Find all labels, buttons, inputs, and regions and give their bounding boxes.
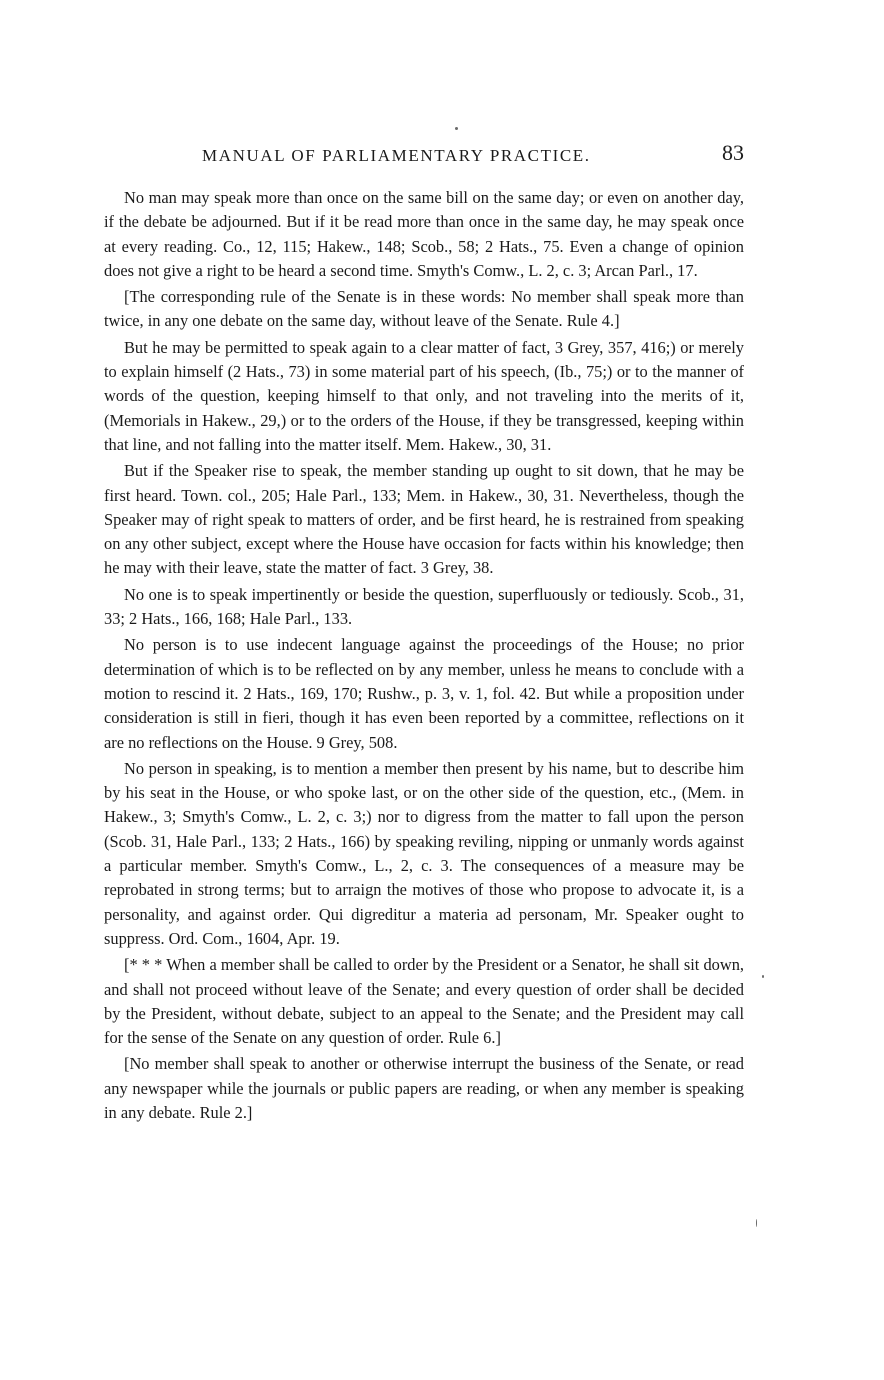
body-text	[104, 186, 744, 1127]
ink-speck	[762, 975, 764, 978]
ink-speck	[455, 127, 458, 130]
paragraph-senate-rule-6: [* * * When a member shall be called to order by the President or a Senator, he shall sit down, and shall not proceed without leave of the Senate; and every question of order shall be decided by the President, without debate, subject to an appeal to the Senate; and the President may call for the sense of the Senate on any question of order. Rule 6.]	[104, 955, 744, 1048]
paragraph-naming-members: No person in speaking, is to mention a member then present by his name, but to describe him by his seat in the House, or who spoke last, or on the other side of the question, etc., (Mem. in Hakew., 3; Smyth's Comw., L. 2, c. 3;) nor to digress from the matter to fall upon the person (Scob. 31, Hale Parl., 133; 2 Hats., 166) by speaking reviling, nipping or unmanly words against a particular member. Smyth's Comw., L., 2, c. 3. The consequences of a measure may be reprobated in strong terms; but to arraign the motives of those who propose to advocate it, is a personality, and against order. Qui digreditur a materia ad personam, Mr. Speaker ought to suppress. Ord. Com., 1604, Apr. 19.	[104, 758, 744, 948]
paragraph-matter-of-fact: But he may be permitted to speak again to a clear matter of fact, 3 Grey, 357, 416;) or merely to explain himself (2 Hats., 73) in some material part of his speech, (Ib., 75;) or to the manner of words of the question, keeping himself to that only, and not traveling into the merits of it, (Memorials in Hakew., 29,) or to the orders of the House, if they be transgressed, keeping within that line, and not falling into the matter itself. Mem. Hakew., 30, 31.	[104, 337, 744, 454]
paragraph-senate-rule-2: [No member shall speak to another or otherwise interrupt the business of the Senate, or read any newspaper while the journals or public papers are reading, or when any member is speaking in any debate. Rule 2.]	[104, 1054, 744, 1122]
running-title: MANUAL OF PARLIAMENTARY PRACTICE.	[202, 146, 591, 165]
paragraph-senate-rule-4: [The corresponding rule of the Senate is in these words: No member shall speak more than twice, in any one debate on the same day, without leave of the Senate. Rule 4.]	[104, 287, 744, 331]
page-number: 83	[722, 140, 744, 165]
ink-speck	[756, 1219, 757, 1227]
paragraph-speaking-once: No man may speak more than once on the same bill on the same day; or even on another day, if the debate be adjourned. But if it be read more than once in the same day, he may speak once at every reading. Co., 12, 115; Hakew., 148; Scob., 58; 2 Hats., 75. Even a change of opinion does not give a right to be heard a second time. Smyth's Comw., L. 2, c. 3; Arcan Parl., 17.	[104, 188, 744, 280]
page-header	[104, 140, 744, 170]
paragraph-impertinent-speech: No one is to speak impertinently or beside the question, superfluously or tediously. Scob., 31, 33; 2 Hats., 166, 168; Hale Parl., 133.	[104, 584, 744, 629]
paragraph-speaker-rise: But if the Speaker rise to speak, the member standing up ought to sit down, that he may be first heard. Town. col., 205; Hale Parl., 133; Mem. in Hakew., 30, 31. Nevertheless, though the Speaker may of right speak to matters of order, and be first heard, he is restrained from speaking on any other subject, except where the House have occasion for facts within his knowledge; then he may with their leave, state the matter of fact. 3 Grey, 38.	[104, 461, 744, 578]
paragraph-indecent-language: No person is to use indecent language against the proceedings of the House; no prior determination of which is to be reflected on by any member, unless he means to conclude with a motion to rescind it. 2 Hats., 169, 170; Rushw., p. 3, v. 1, fol. 42. But while a proposition under consideration is still in fieri, though it has even been reported by a committee, reflections on it are no reflections on the House. 9 Grey, 508.	[104, 635, 744, 752]
